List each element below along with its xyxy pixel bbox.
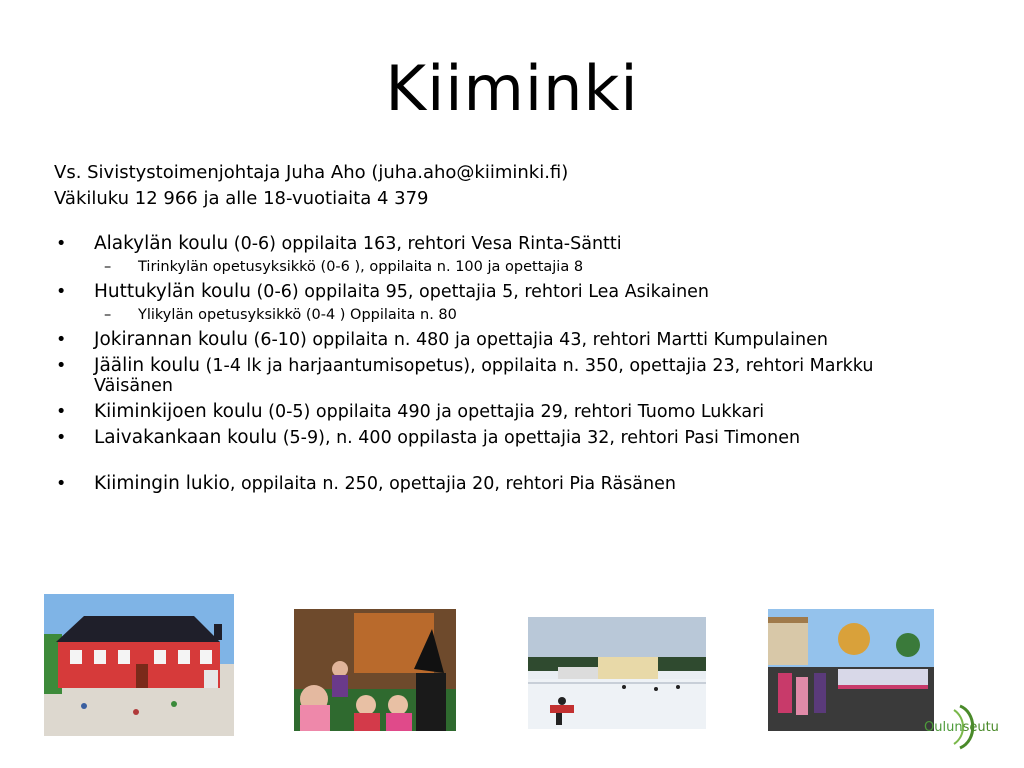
school-yard-image: [768, 609, 934, 731]
dash-icon: –: [104, 259, 112, 275]
logo-text: [924, 720, 999, 735]
school-list: [54, 234, 954, 500]
school-details: , oppilaita n. 250, opettajia 20, rehtori Pia Räsänen: [229, 474, 676, 494]
intro-population-line: Väkiluku 12 966 ja alle 18-vuotiaita 4 379: [54, 188, 429, 209]
bullet-icon: •: [56, 428, 67, 448]
list-item: [54, 282, 954, 302]
bullet-icon: •: [56, 356, 67, 376]
list-item: [54, 402, 954, 422]
list-item: [54, 474, 954, 494]
school-details: (6-10) oppilaita n. 480 ja opettajia 43, rehtori Martti Kumpulainen: [247, 330, 828, 350]
school-details: (5-9), n. 400 oppilasta ja opettajia 32, rehtori Pasi Timonen: [277, 428, 801, 448]
school-drawing-graphic: [44, 594, 234, 736]
school-details: (1-4 lk ja harjaantumisopetus), oppilaita n. 350, opettajia 23, rehtori Markku Väisänen: [94, 356, 874, 396]
children-costumes-image: [294, 609, 456, 731]
ice-rink-graphic: [528, 617, 706, 729]
school-name: Laivakankaan koulu: [94, 427, 278, 448]
school-name: Kiiminkijoen koulu: [94, 401, 263, 422]
children-costumes-graphic: [294, 609, 456, 731]
school-name: Alakylän koulu: [94, 233, 229, 254]
dash-icon: –: [104, 307, 112, 323]
school-details: (0-6) oppilaita 163, rehtori Vesa Rinta-Säntti: [228, 234, 622, 254]
bullet-icon: •: [56, 474, 67, 494]
school-details: (0-6) oppilaita 95, opettajia 5, rehtori Lea Asikainen: [250, 282, 710, 302]
sub-list-item: [54, 258, 954, 276]
sub-item-text: Ylikylän opetusyksikkö (0-4 ) Oppilaita n. 80: [138, 307, 457, 323]
list-spacer: [54, 454, 954, 474]
list-item: [54, 234, 954, 254]
school-drawing-image: [44, 594, 234, 736]
list-item: [54, 330, 954, 350]
bullet-icon: •: [56, 234, 67, 254]
school-name: Jäälin koulu: [94, 355, 200, 376]
bullet-icon: •: [56, 402, 67, 422]
slide-title: Kiiminki: [385, 52, 639, 125]
school-name: Jokirannan koulu: [94, 329, 248, 350]
sub-item-text: Tirinkylän opetusyksikkö (0-6 ), oppilaita n. 100 ja opettajia 8: [138, 259, 584, 275]
list-item: [54, 428, 954, 448]
list-item: [54, 356, 954, 396]
school-name: Huttukylän koulu: [94, 281, 251, 302]
bullet-icon: •: [56, 330, 67, 350]
ice-rink-image: [528, 617, 706, 729]
bullet-icon: •: [56, 282, 67, 302]
sub-list-item: [54, 306, 954, 324]
school-name: Kiimingin lukio: [94, 473, 230, 494]
school-details: (0-5) oppilaita 490 ja opettajia 29, rehtori Tuomo Lukkari: [262, 402, 765, 422]
intro-block: [54, 160, 568, 212]
oulun-seutu-logo: [920, 704, 1012, 750]
intro-director-line: Vs. Sivistystoimenjohtaja Juha Aho (juha.aho@kiiminki.fi): [54, 162, 569, 183]
logo-prefix: Oulun: [924, 720, 963, 735]
school-yard-graphic: [768, 609, 934, 731]
logo-suffix: seutu: [962, 720, 999, 735]
